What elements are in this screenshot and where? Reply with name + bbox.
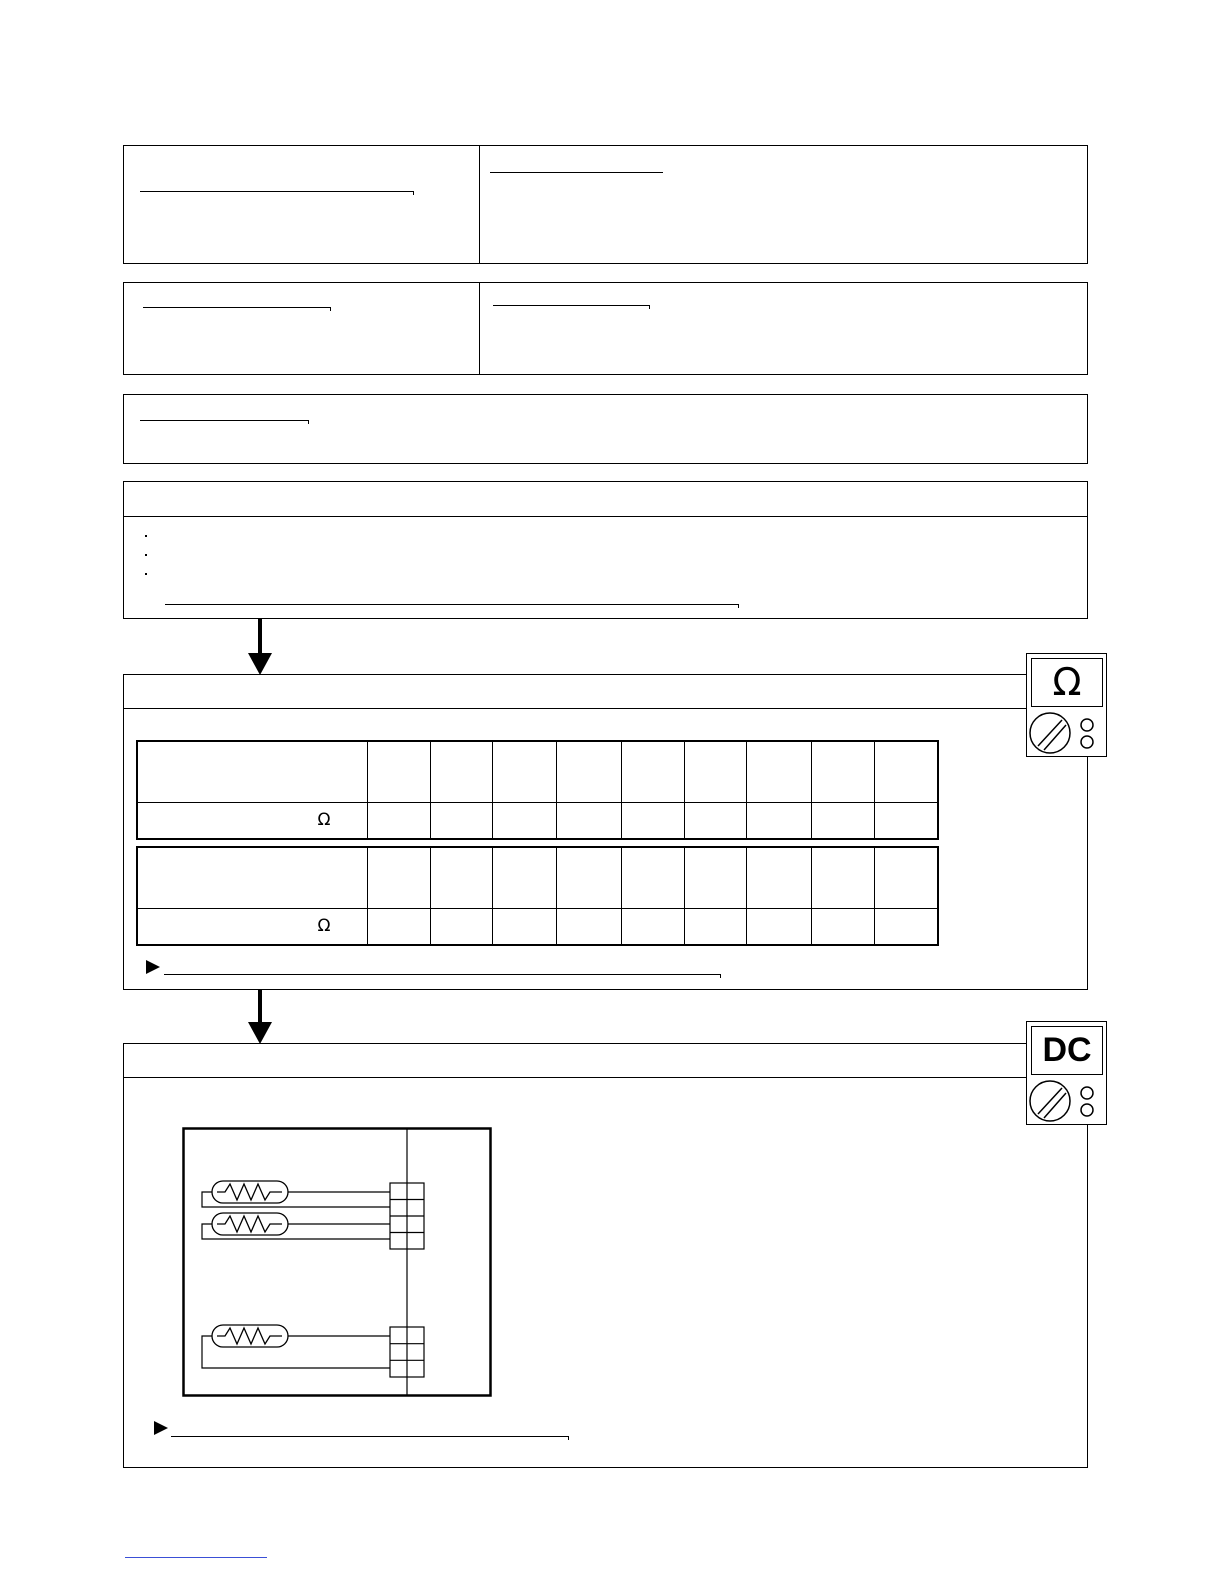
thermistor-2-icon: [202, 1213, 390, 1239]
ohm-unit: Ω: [317, 810, 331, 831]
bullet-1: [145, 535, 147, 537]
meter-dial-icon: [1027, 709, 1108, 757]
down-arrow-icon: [246, 990, 274, 1046]
ohm-unit: Ω: [317, 916, 331, 937]
connector-1-icon: [390, 1183, 424, 1249]
link-second-left[interactable]: [143, 307, 330, 308]
bullet-2: [145, 554, 147, 556]
ohmmeter-display: Ω: [1031, 658, 1103, 707]
connector-2-icon: [390, 1327, 424, 1377]
procedure-box-voltage-header-rule: [123, 1077, 1028, 1078]
link-top-left[interactable]: [140, 191, 413, 192]
thermistor-3-icon: [202, 1325, 390, 1368]
info-box-third: [123, 394, 1088, 464]
info-box-second-divider: [479, 282, 480, 375]
info-box-top: [123, 145, 1088, 264]
procedure-box-resistance-header-rule: [123, 708, 1028, 709]
bullet-3: [145, 573, 147, 575]
table2-unit-cell: [137, 908, 367, 945]
table2-header-label: [137, 847, 367, 908]
play-arrow-icon: [146, 960, 160, 974]
thermistor-1-icon: [202, 1181, 390, 1207]
link-voltage-next[interactable]: [171, 1436, 568, 1437]
sensor-wiring-diagram: [182, 1127, 492, 1397]
link-notes[interactable]: [165, 604, 738, 605]
link-top-right[interactable]: [490, 172, 663, 173]
procedure-box-notes: [123, 481, 1088, 619]
dc-voltmeter-icon: [1026, 1021, 1107, 1125]
table1-header-label: [137, 741, 367, 802]
resistance-table-1: [136, 740, 939, 840]
link-second-right[interactable]: [493, 305, 649, 306]
dc-voltmeter-display: DC: [1031, 1026, 1103, 1075]
link-resistance-next[interactable]: [164, 974, 720, 975]
resistance-table-2: [136, 846, 939, 946]
meter-dial-icon: [1027, 1077, 1108, 1125]
ohmmeter-icon: [1026, 653, 1107, 757]
down-arrow-icon: [246, 619, 274, 677]
table1-unit-cell: [137, 802, 367, 839]
info-box-top-divider: [479, 145, 480, 264]
procedure-box-notes-header-rule: [123, 516, 1088, 517]
footer-link[interactable]: [125, 1557, 267, 1558]
play-arrow-icon: [154, 1421, 168, 1435]
info-box-second: [123, 282, 1088, 375]
link-third[interactable]: [140, 420, 308, 421]
